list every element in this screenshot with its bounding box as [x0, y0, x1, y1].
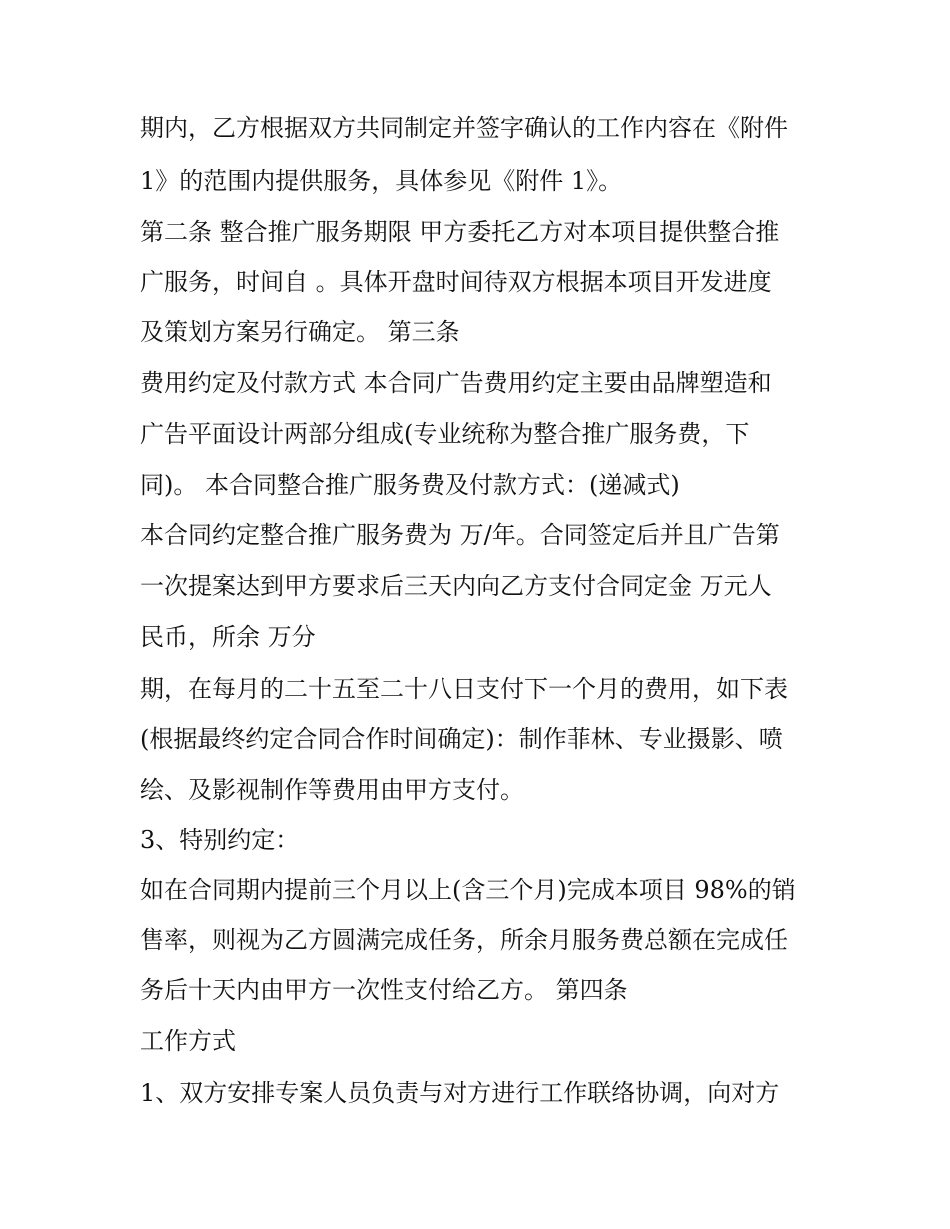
- text-line: 绘、及影视制作等费用由甲方支付。: [140, 776, 524, 804]
- text-line: 1》的范围内提供服务，具体参见《附件 1》。: [140, 167, 623, 195]
- section-heading: 工作方式: [140, 1027, 236, 1055]
- text-line: 期，在每月的二十五至二十八日支付下一个月的费用，如下表: [140, 675, 788, 703]
- text-line: 及策划方案另行确定。 第三条: [140, 318, 460, 346]
- text-line: 第二条 整合推广服务期限 甲方委托乙方对本项目提供整合推: [140, 218, 780, 246]
- text-line: 售率，则视为乙方圆满完成任务，所余月服务费总额在完成任: [140, 926, 788, 954]
- text-line: 广服务，时间自 。具体开盘时间待双方根据本项目开发进度: [140, 268, 772, 296]
- section-heading: 3、特别约定：: [140, 826, 300, 854]
- text-line: 期内，乙方根据双方共同制定并签字确认的工作内容在《附件: [140, 114, 788, 142]
- text-line: (根据最终约定合同合作时间确定)：制作菲林、专业摄影、喷: [140, 725, 783, 753]
- text-line: 本合同约定整合推广服务费为 万/年。合同签定后并且广告第: [140, 521, 780, 549]
- text-line: 广告平面设计两部分组成(专业统称为整合推广服务费，下: [140, 420, 750, 448]
- text-line: 费用约定及付款方式 本合同广告费用约定主要由品牌塑造和: [140, 369, 772, 397]
- text-line: 1、双方安排专案人员负责与对方进行工作联络协调，向对方: [140, 1079, 780, 1107]
- text-line: 民币，所余 万分: [140, 623, 316, 651]
- text-line: 如在合同期内提前三个月以上(含三个月)完成本项目 98%的销: [140, 876, 796, 904]
- text-line: 务后十天内由甲方一次性支付给乙方。 第四条: [140, 976, 628, 1004]
- text-line: 一次提案达到甲方要求后三天内向乙方支付合同定金 万元人: [140, 572, 772, 600]
- text-line: 同)。 本合同整合推广服务费及付款方式：(递减式): [140, 471, 680, 499]
